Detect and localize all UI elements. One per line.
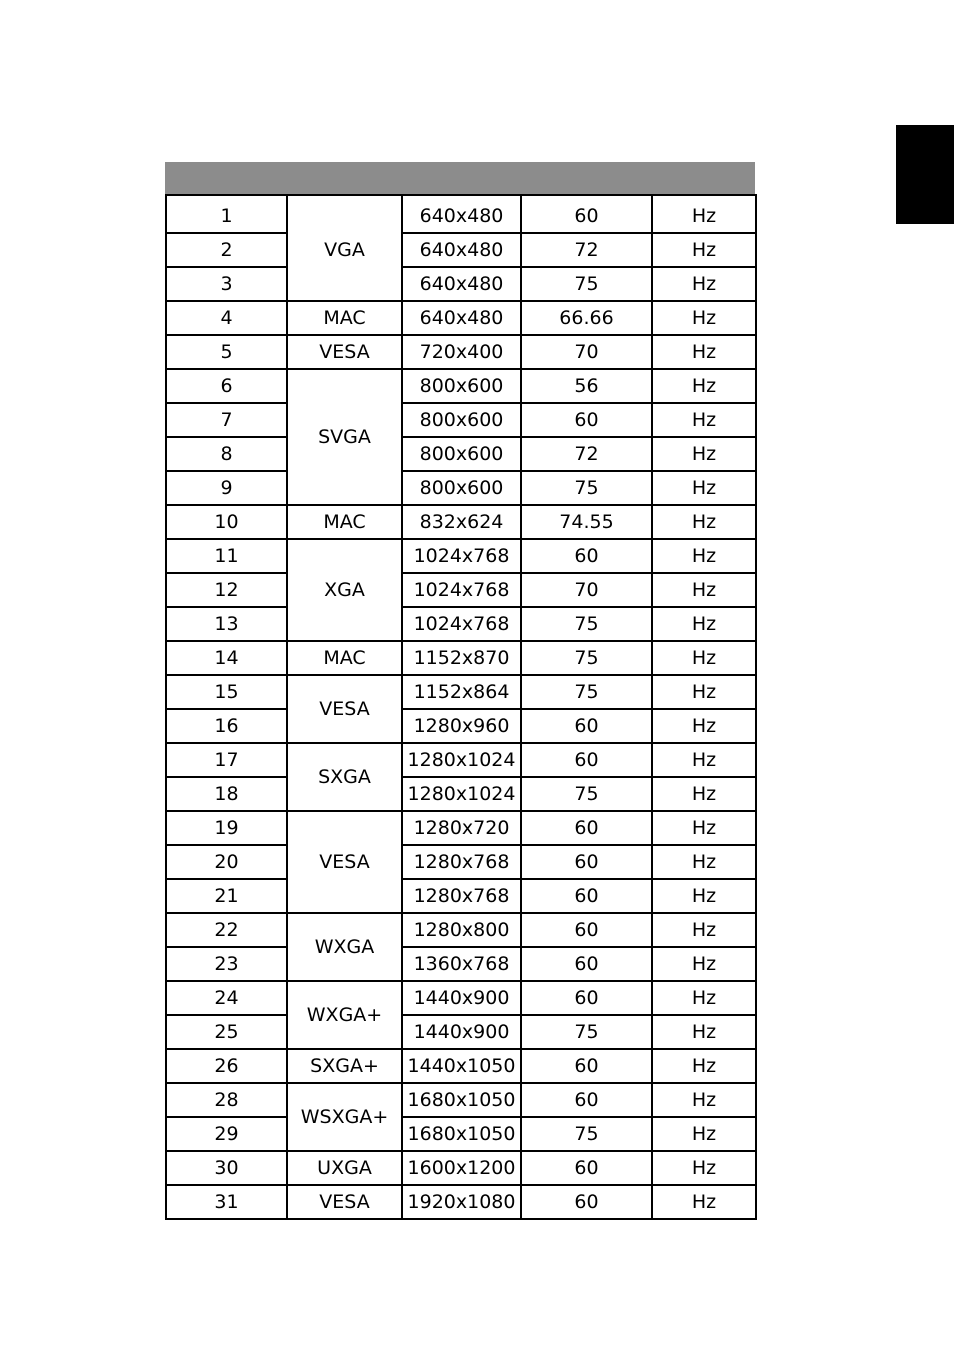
resolution-cell: 1280x1024 bbox=[402, 777, 521, 811]
unit-cell: Hz bbox=[652, 845, 756, 879]
table-row bbox=[166, 1083, 756, 1117]
table-row bbox=[166, 195, 756, 233]
mode-number-cell: 21 bbox=[166, 879, 287, 913]
unit-cell: Hz bbox=[652, 811, 756, 845]
table-row bbox=[166, 743, 756, 777]
mode-number-cell: 28 bbox=[166, 1083, 287, 1117]
refresh-rate-cell: 56 bbox=[521, 369, 652, 403]
mode-number-cell: 7 bbox=[166, 403, 287, 437]
refresh-rate-cell: 75 bbox=[521, 471, 652, 505]
mode-number-cell: 13 bbox=[166, 607, 287, 641]
unit-cell: Hz bbox=[652, 947, 756, 981]
resolution-cell: 1440x1050 bbox=[402, 1049, 521, 1083]
resolution-cell: 1680x1050 bbox=[402, 1117, 521, 1151]
resolution-cell: 640x480 bbox=[402, 267, 521, 301]
refresh-rate-cell: 75 bbox=[521, 675, 652, 709]
table-row bbox=[166, 471, 756, 505]
table-header-bar bbox=[165, 162, 755, 194]
standard-cell: WXGA bbox=[287, 913, 402, 981]
table-row bbox=[166, 811, 756, 845]
unit-cell: Hz bbox=[652, 267, 756, 301]
table-row bbox=[166, 1151, 756, 1185]
display-modes-table-container bbox=[165, 162, 755, 1220]
refresh-rate-cell: 70 bbox=[521, 573, 652, 607]
table-row bbox=[166, 505, 756, 539]
resolution-cell: 800x600 bbox=[402, 471, 521, 505]
unit-cell: Hz bbox=[652, 1083, 756, 1117]
standard-cell: MAC bbox=[287, 505, 402, 539]
standard-cell: SXGA bbox=[287, 743, 402, 811]
mode-number-cell: 16 bbox=[166, 709, 287, 743]
table-row bbox=[166, 845, 756, 879]
table-row bbox=[166, 539, 756, 573]
refresh-rate-cell: 60 bbox=[521, 879, 652, 913]
mode-number-cell: 11 bbox=[166, 539, 287, 573]
unit-cell: Hz bbox=[652, 195, 756, 233]
mode-number-cell: 25 bbox=[166, 1015, 287, 1049]
unit-cell: Hz bbox=[652, 369, 756, 403]
unit-cell: Hz bbox=[652, 777, 756, 811]
refresh-rate-cell: 60 bbox=[521, 403, 652, 437]
refresh-rate-cell: 70 bbox=[521, 335, 652, 369]
mode-number-cell: 14 bbox=[166, 641, 287, 675]
unit-cell: Hz bbox=[652, 675, 756, 709]
refresh-rate-cell: 60 bbox=[521, 743, 652, 777]
resolution-cell: 800x600 bbox=[402, 403, 521, 437]
unit-cell: Hz bbox=[652, 1117, 756, 1151]
table-row bbox=[166, 335, 756, 369]
table-row bbox=[166, 607, 756, 641]
refresh-rate-cell: 75 bbox=[521, 641, 652, 675]
mode-number-cell: 2 bbox=[166, 233, 287, 267]
display-modes-table bbox=[165, 194, 757, 1220]
resolution-cell: 1440x900 bbox=[402, 981, 521, 1015]
unit-cell: Hz bbox=[652, 539, 756, 573]
refresh-rate-cell: 60 bbox=[521, 845, 652, 879]
refresh-rate-cell: 60 bbox=[521, 981, 652, 1015]
unit-cell: Hz bbox=[652, 607, 756, 641]
refresh-rate-cell: 60 bbox=[521, 1083, 652, 1117]
standard-cell: VESA bbox=[287, 675, 402, 743]
mode-number-cell: 23 bbox=[166, 947, 287, 981]
resolution-cell: 1680x1050 bbox=[402, 1083, 521, 1117]
table-row bbox=[166, 981, 756, 1015]
table-row bbox=[166, 301, 756, 335]
refresh-rate-cell: 60 bbox=[521, 811, 652, 845]
unit-cell: Hz bbox=[652, 1049, 756, 1083]
resolution-cell: 1152x864 bbox=[402, 675, 521, 709]
standard-cell: XGA bbox=[287, 539, 402, 641]
resolution-cell: 1024x768 bbox=[402, 573, 521, 607]
table-row bbox=[166, 709, 756, 743]
unit-cell: Hz bbox=[652, 879, 756, 913]
refresh-rate-cell: 60 bbox=[521, 195, 652, 233]
resolution-cell: 1024x768 bbox=[402, 607, 521, 641]
refresh-rate-cell: 66.66 bbox=[521, 301, 652, 335]
standard-cell: MAC bbox=[287, 301, 402, 335]
mode-number-cell: 20 bbox=[166, 845, 287, 879]
unit-cell: Hz bbox=[652, 505, 756, 539]
table-row bbox=[166, 879, 756, 913]
refresh-rate-cell: 60 bbox=[521, 1185, 652, 1219]
mode-number-cell: 10 bbox=[166, 505, 287, 539]
table-row bbox=[166, 403, 756, 437]
standard-cell: SVGA bbox=[287, 369, 402, 505]
standard-cell: VESA bbox=[287, 1185, 402, 1219]
mode-number-cell: 3 bbox=[166, 267, 287, 301]
standard-cell: UXGA bbox=[287, 1151, 402, 1185]
standard-cell: VESA bbox=[287, 335, 402, 369]
mode-number-cell: 8 bbox=[166, 437, 287, 471]
unit-cell: Hz bbox=[652, 233, 756, 267]
unit-cell: Hz bbox=[652, 1151, 756, 1185]
mode-number-cell: 9 bbox=[166, 471, 287, 505]
resolution-cell: 1280x1024 bbox=[402, 743, 521, 777]
unit-cell: Hz bbox=[652, 641, 756, 675]
table-row bbox=[166, 1117, 756, 1151]
refresh-rate-cell: 60 bbox=[521, 709, 652, 743]
table-row bbox=[166, 1015, 756, 1049]
table-row bbox=[166, 675, 756, 709]
resolution-cell: 720x400 bbox=[402, 335, 521, 369]
mode-number-cell: 19 bbox=[166, 811, 287, 845]
refresh-rate-cell: 75 bbox=[521, 1117, 652, 1151]
standard-cell: WSXGA+ bbox=[287, 1083, 402, 1151]
resolution-cell: 1280x768 bbox=[402, 845, 521, 879]
standard-cell: MAC bbox=[287, 641, 402, 675]
refresh-rate-cell: 60 bbox=[521, 539, 652, 573]
mode-number-cell: 4 bbox=[166, 301, 287, 335]
table-row bbox=[166, 913, 756, 947]
resolution-cell: 1920x1080 bbox=[402, 1185, 521, 1219]
resolution-cell: 800x600 bbox=[402, 437, 521, 471]
resolution-cell: 640x480 bbox=[402, 233, 521, 267]
table-row bbox=[166, 437, 756, 471]
mode-number-cell: 15 bbox=[166, 675, 287, 709]
resolution-cell: 1280x720 bbox=[402, 811, 521, 845]
unit-cell: Hz bbox=[652, 301, 756, 335]
chapter-side-tab bbox=[896, 125, 954, 224]
table-row bbox=[166, 777, 756, 811]
refresh-rate-cell: 60 bbox=[521, 913, 652, 947]
resolution-cell: 1024x768 bbox=[402, 539, 521, 573]
mode-number-cell: 18 bbox=[166, 777, 287, 811]
standard-cell: SXGA+ bbox=[287, 1049, 402, 1083]
refresh-rate-cell: 74.55 bbox=[521, 505, 652, 539]
mode-rows bbox=[166, 195, 756, 1219]
table-row bbox=[166, 1185, 756, 1219]
refresh-rate-cell: 72 bbox=[521, 233, 652, 267]
resolution-cell: 1280x768 bbox=[402, 879, 521, 913]
table-row bbox=[166, 947, 756, 981]
standard-cell: WXGA+ bbox=[287, 981, 402, 1049]
resolution-cell: 1152x870 bbox=[402, 641, 521, 675]
mode-number-cell: 5 bbox=[166, 335, 287, 369]
unit-cell: Hz bbox=[652, 743, 756, 777]
resolution-cell: 1280x800 bbox=[402, 913, 521, 947]
resolution-cell: 640x480 bbox=[402, 195, 521, 233]
table-row bbox=[166, 641, 756, 675]
unit-cell: Hz bbox=[652, 573, 756, 607]
unit-cell: Hz bbox=[652, 403, 756, 437]
refresh-rate-cell: 60 bbox=[521, 947, 652, 981]
unit-cell: Hz bbox=[652, 981, 756, 1015]
mode-number-cell: 12 bbox=[166, 573, 287, 607]
resolution-cell: 640x480 bbox=[402, 301, 521, 335]
resolution-cell: 1360x768 bbox=[402, 947, 521, 981]
unit-cell: Hz bbox=[652, 1015, 756, 1049]
unit-cell: Hz bbox=[652, 913, 756, 947]
unit-cell: Hz bbox=[652, 335, 756, 369]
unit-cell: Hz bbox=[652, 437, 756, 471]
refresh-rate-cell: 75 bbox=[521, 777, 652, 811]
refresh-rate-cell: 72 bbox=[521, 437, 652, 471]
table-row bbox=[166, 573, 756, 607]
mode-number-cell: 17 bbox=[166, 743, 287, 777]
unit-cell: Hz bbox=[652, 471, 756, 505]
resolution-cell: 1600x1200 bbox=[402, 1151, 521, 1185]
standard-cell: VESA bbox=[287, 811, 402, 913]
resolution-cell: 832x624 bbox=[402, 505, 521, 539]
refresh-rate-cell: 75 bbox=[521, 607, 652, 641]
standard-cell: VGA bbox=[287, 195, 402, 301]
mode-number-cell: 26 bbox=[166, 1049, 287, 1083]
mode-number-cell: 30 bbox=[166, 1151, 287, 1185]
table-row bbox=[166, 369, 756, 403]
refresh-rate-cell: 60 bbox=[521, 1049, 652, 1083]
table-row bbox=[166, 267, 756, 301]
resolution-cell: 1280x960 bbox=[402, 709, 521, 743]
mode-number-cell: 22 bbox=[166, 913, 287, 947]
mode-number-cell: 24 bbox=[166, 981, 287, 1015]
mode-number-cell: 29 bbox=[166, 1117, 287, 1151]
mode-number-cell: 1 bbox=[166, 195, 287, 233]
mode-number-cell: 31 bbox=[166, 1185, 287, 1219]
table-row bbox=[166, 233, 756, 267]
unit-cell: Hz bbox=[652, 1185, 756, 1219]
table-row bbox=[166, 1049, 756, 1083]
refresh-rate-cell: 60 bbox=[521, 1151, 652, 1185]
refresh-rate-cell: 75 bbox=[521, 267, 652, 301]
resolution-cell: 1440x900 bbox=[402, 1015, 521, 1049]
refresh-rate-cell: 75 bbox=[521, 1015, 652, 1049]
unit-cell: Hz bbox=[652, 709, 756, 743]
mode-number-cell: 6 bbox=[166, 369, 287, 403]
resolution-cell: 800x600 bbox=[402, 369, 521, 403]
